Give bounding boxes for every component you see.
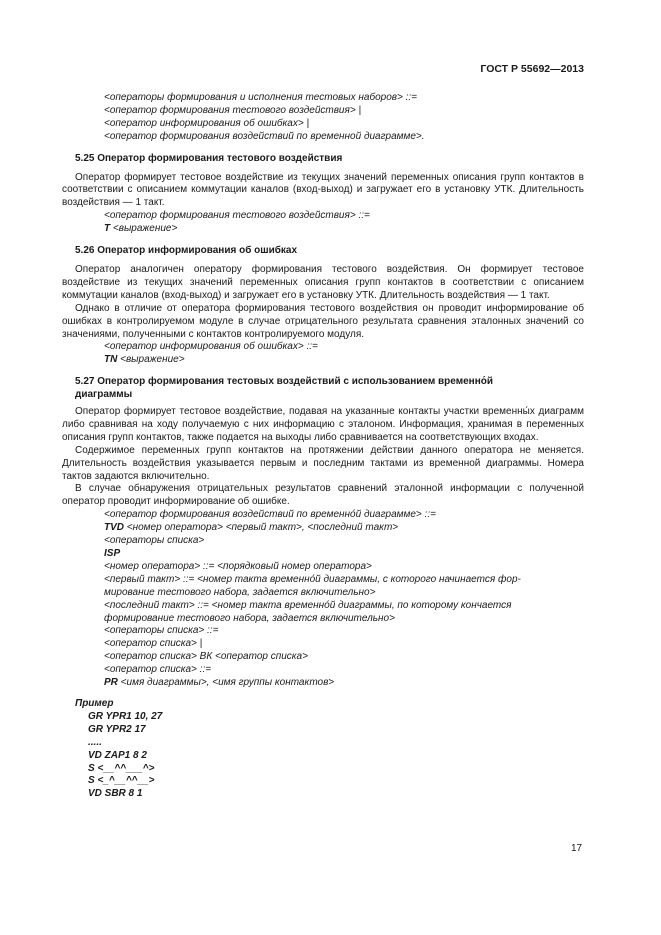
grammar-line: <оператор списка> ВК <оператор списка>	[104, 651, 308, 663]
section-5-26-paragraph-2: Однако в отличие от оператора формирования тестового воздействия он проводит информирование об ошибках в контролируемом модуле в случае отрицательного результата сравнения эталонных значений со значениями, полученными с контактов контролируемого модуля.	[62, 302, 584, 340]
grammar-line: <оператор списка> ::=	[104, 664, 212, 676]
section-5-27-paragraph-2: Содержимое переменных групп контактов на протяжении действии данного оператора не меняется. Длительность воздействия указывается первым и последним тактами из временной диаграммы. Номера тактов задаются включительно.	[62, 444, 584, 482]
grammar-line: формирование тестового набора, задается включительно>	[104, 612, 395, 624]
grammar-line: <оператор формирования воздействий по временно́й диаграмме> ::=	[104, 509, 436, 521]
section-5-26-paragraph-1: Оператор аналогичен оператору формирования тестового воздействия. Он формирует тестовое воздействие из текущих значений переменных описания групп контактов в соответствии с описанием коммутации каналов (вход-выход) и загружает его в установку УТК. Длительность воздействия — 1 такт.	[62, 263, 584, 301]
standard-header: ГОСТ Р 55692—2013	[480, 63, 584, 75]
grammar-line: PR <имя диаграммы>, <имя группы контактов>	[104, 677, 335, 689]
page-content	[62, 92, 584, 801]
grammar-line: <оператор информирования об ошибках> |	[104, 117, 310, 129]
example-line: VD SBR 8 1	[88, 788, 143, 800]
grammar-line: <оператор списка> |	[104, 638, 203, 650]
example-title: Пример	[75, 697, 114, 709]
section-5-27-paragraph-3: В случае обнаружения отрицательных результатов сравнений эталонной информации с полученной оператор проводит информирование об ошибке.	[62, 483, 584, 508]
example-line: VD ZAP1 8 2	[88, 749, 147, 761]
example-line: S <_^__^^__>	[88, 775, 155, 787]
grammar-line: TVD <номер оператора> <первый такт>, <последний такт>	[104, 522, 399, 534]
grammar-line	[104, 548, 584, 561]
keyword: PR	[104, 677, 118, 689]
example-block	[62, 711, 584, 801]
section-5-25-title: 5.25 Оператор формирования тестового воздействия	[75, 152, 343, 164]
keyword: T	[104, 223, 111, 235]
grammar-line: <операторы формирования и исполнения тестовых наборов> ::=	[104, 92, 417, 103]
grammar-line: TN <выражение>	[104, 354, 185, 366]
example-line: GR YPR2 17	[88, 723, 146, 735]
keyword: TVD	[104, 522, 124, 534]
section-5-25-paragraph: Оператор формирует тестовое воздействие из текущих значений переменных описания групп контактов в соответствии с описанием коммутации каналов (вход-выход) и загружает его в установку УТК. Длительность воздействия — 1 такт.	[62, 171, 584, 209]
section-5-27-title: 5.27 Оператор формирования тестовых воздействий с использованием временно́й диаграммы	[75, 376, 494, 401]
keyword: ISP	[104, 548, 121, 559]
example-line: .....	[88, 736, 102, 748]
grammar-line: мирование тестового набора, задается включительно>	[104, 586, 376, 598]
grammar-line: <оператор формирования тестового воздействия> |	[104, 104, 362, 116]
example-line: GR YPR1 10, 27	[88, 710, 163, 722]
page-number: 17	[571, 843, 583, 854]
grammar-line: <первый такт> ::= <номер такта временно́й диаграммы, с которого начинается фор-	[104, 573, 521, 585]
example-line: S <__^^___^>	[88, 762, 155, 774]
grammar-line: <оператор формирования тестового воздействия> ::=	[104, 210, 370, 222]
grammar-line: <операторы списка>	[104, 535, 205, 547]
intro-grammar	[62, 92, 584, 144]
keyword: TN	[104, 354, 118, 366]
grammar-line: T <выражение>	[104, 223, 178, 235]
grammar-line: <оператор формирования воздействий по временной диаграмме>.	[104, 130, 425, 142]
section-5-26-title: 5.26 Оператор информирования об ошибках	[75, 245, 298, 257]
grammar-line: <номер оператора> ::= <порядковый номер оператора>	[104, 560, 372, 572]
grammar-line: <оператор информирования об ошибках> ::=	[104, 341, 318, 353]
section-5-27-grammar	[62, 509, 584, 690]
grammar-line: <операторы списка> ::=	[104, 625, 219, 637]
section-5-27-paragraph-1: Оператор формирует тестовое воздействие, подавая на указанные контакты участки временны́х диаграмм либо сравнивая на ходу получаемую с них информацию с эталоном. Информация, хранимая в переменных описания групп контактов, также подается на выходы либо сравнивается на соответствующих входах.	[62, 406, 584, 443]
grammar-line: <последний такт> ::= <номер такта временно́й диаграммы, по которому кончается	[104, 599, 512, 611]
